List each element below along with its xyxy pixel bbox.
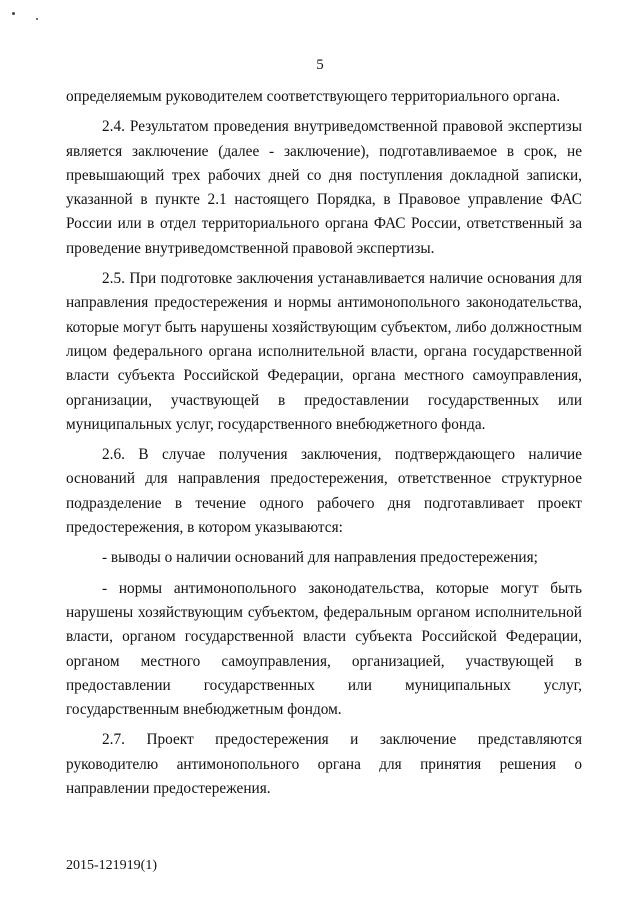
paragraph-2-6: 2.6. В случае получения заключения, подтверждающего наличие оснований для направления предостережения, ответственное структурное подразделение в течение одного рабочего дня подготавливает проект предостережения, в котором указываются: (66, 446, 582, 537)
list-item-norms: - нормы антимонопольного законодательства, которые могут быть нарушены хозяйствующим субъектом, федеральным органом исполнительной власти, органом государственной власти субъекта Российской Федерации, органом местного самоуправления, организацией, участвующей в предоставлении государственных или муниципальных услуг, государственным внебюджетным фондом. (66, 579, 582, 719)
document-id: 2015-121919(1) (66, 858, 157, 873)
scan-speck (12, 12, 15, 15)
paragraph-2-4: 2.4. Результатом проведения внутриведомственной правовой экспертизы является заключение (далее - заключение), подготавливаемое в срок, не превышающий трех рабочих дней со дня поступления докладной записки, указанной в пункте 2.1 настоящего Порядка, в Правовое управление ФАС России или в отдел территориального органа ФАС России, ответственный за проведение внутриведомственной правовой экспертизы. (66, 118, 582, 257)
paragraph-2-5: 2.5. При подготовке заключения устанавливается наличие основания для направления предостережения и нормы антимонопольного законодательства, которые могут быть нарушены хозяйствующим субъектом, либо должностным лицом федерального органа исполнительной власти, органа государственной власти субъекта Российской Федерации, органа местного самоуправления, организации, участвующей в предоставлении государственных или муниципальных услуг, государственного внебюджетного фонда. (66, 270, 582, 433)
paragraph-continuation: определяемым руководителем соответствующего территориального органа. (66, 88, 561, 105)
paragraph-2-7: 2.7. Проект предостережения и заключение представляются руководителю антимонопольного органа для принятия решения о направлении предостережения. (66, 731, 582, 798)
list-item-conclusions: - выводы о наличии оснований для направления предостережения; (102, 549, 538, 567)
page-number: 5 (316, 57, 324, 73)
document-body (66, 85, 582, 801)
scan-speck (36, 18, 38, 20)
